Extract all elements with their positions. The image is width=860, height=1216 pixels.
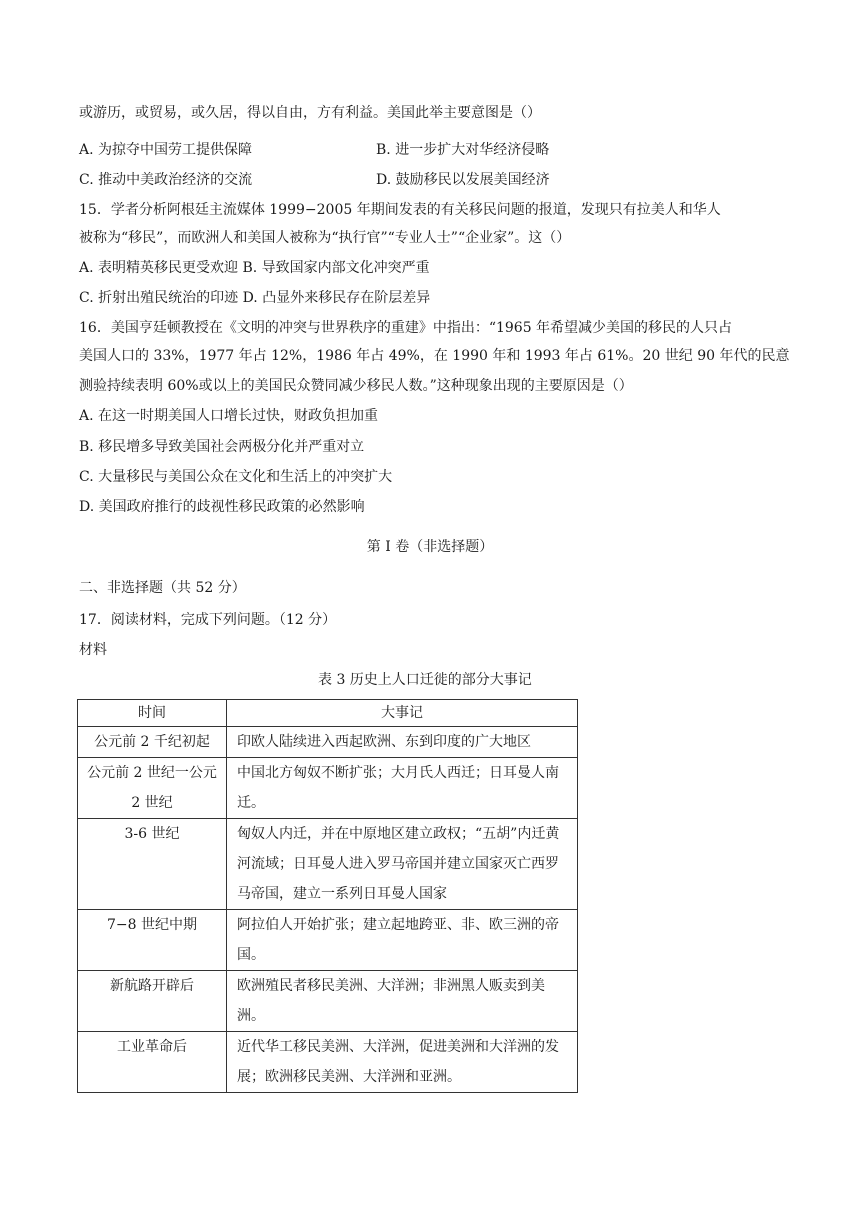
events-table: [77, 699, 578, 1093]
q14-option-b: B. 进一步扩大对华经济侵略: [376, 142, 550, 158]
table-row: [78, 727, 578, 758]
row-event: 匈奴人内迁，并在中原地区建立政权；“五胡”内迁黄河流域；日耳曼人进入罗马帝国并建立国家灭亡西罗马帝国，建立一系列日耳曼人国家: [227, 819, 578, 910]
q16-option-d: D. 美国政府推行的歧视性移民政策的必然影响: [79, 499, 365, 515]
row-time: 公元前 2 千纪初起: [78, 727, 227, 758]
row-event: 印欧人陆续进入西起欧洲、东到印度的广大地区: [227, 727, 578, 758]
row-time: 公元前 2 世纪一公元 2 世纪: [78, 758, 227, 819]
q16-stem-line1: 16．美国亨廷顿教授在《文明的冲突与世界秩序的重建》中指出：“1965 年希望减少美国的移民的人只占: [79, 320, 733, 336]
table-row: [78, 971, 578, 1032]
row-time: 新航路开辟后: [78, 971, 227, 1032]
q14-option-a: A. 为掠夺中国劳工提供保障: [79, 142, 253, 158]
row-time: 工业革命后: [78, 1032, 227, 1093]
q16-stem-line3: 测验持续表明 60%或以上的美国民众赞同减少移民人数。”这种现象出现的主要原因是（）: [79, 378, 633, 394]
q15-stem-line1: 15．学者分析阿根廷主流媒体 1999−2005 年期间发表的有关移民问题的报道，发现只有拉美人和华人: [79, 202, 721, 218]
table-row: [78, 1032, 578, 1093]
header-event: 大事记: [227, 700, 578, 727]
q14-stem-tail: 或游历，或贸易，或久居，得以自由，方有利益。美国此举主要意图是（）: [79, 105, 541, 121]
q15-options-ab: A. 表明精英移民更受欢迎 B. 导致国家内部文化冲突严重: [79, 260, 430, 276]
q14-option-c: C. 推动中美政治经济的交流: [79, 172, 253, 188]
q16-option-c: C. 大量移民与美国公众在文化和生活上的冲突扩大: [79, 469, 393, 485]
row-time: 7−8 世纪中期: [78, 910, 227, 971]
table-header-row: [78, 700, 578, 727]
part2-heading: 二、非选择题（共 52 分）: [79, 580, 246, 596]
q16-option-b: B. 移民增多导致美国社会两极分化并严重对立: [79, 439, 365, 455]
table-row: [78, 819, 578, 910]
section-title: 第 I 卷（非选择题）: [366, 539, 494, 555]
material-label: 材料: [79, 642, 107, 658]
q17-stem: 17．阅读材料，完成下列问题。（12 分）: [79, 612, 337, 628]
header-time: 时间: [78, 700, 227, 727]
row-time: 3-6 世纪: [78, 819, 227, 910]
row-event: 阿拉伯人开始扩张；建立起地跨亚、非、欧三洲的帝国。: [227, 910, 578, 971]
q14-option-d: D. 鼓励移民以发展美国经济: [376, 172, 550, 188]
q15-options-cd: C. 折射出殖民统治的印迹 D. 凸显外来移民存在阶层差异: [79, 290, 431, 306]
table-caption: 表 3 历史上人口迁徙的部分大事记: [318, 672, 532, 688]
q16-stem-line2: 美国人口的 33%，1977 年占 12%，1986 年占 49%，在 1990 年和 1993 年占 61%。20 世纪 90 年代的民意: [79, 348, 790, 364]
table-row: [78, 910, 578, 971]
q16-option-a: A. 在这一时期美国人口增长过快，财政负担加重: [79, 408, 379, 424]
q15-stem-line2: 被称为“移民”，而欧洲人和美国人被称为“执行官”“专业人士”“企业家”。这（）: [79, 230, 571, 246]
row-event: 欧洲殖民者移民美洲、大洋洲；非洲黑人贩卖到美洲。: [227, 971, 578, 1032]
table-row: [78, 758, 578, 819]
row-event: 中国北方匈奴不断扩张；大月氏人西迁；日耳曼人南迁。: [227, 758, 578, 819]
row-event: 近代华工移民美洲、大洋洲，促进美洲和大洋洲的发展；欧洲移民美洲、大洋洲和亚洲。: [227, 1032, 578, 1093]
